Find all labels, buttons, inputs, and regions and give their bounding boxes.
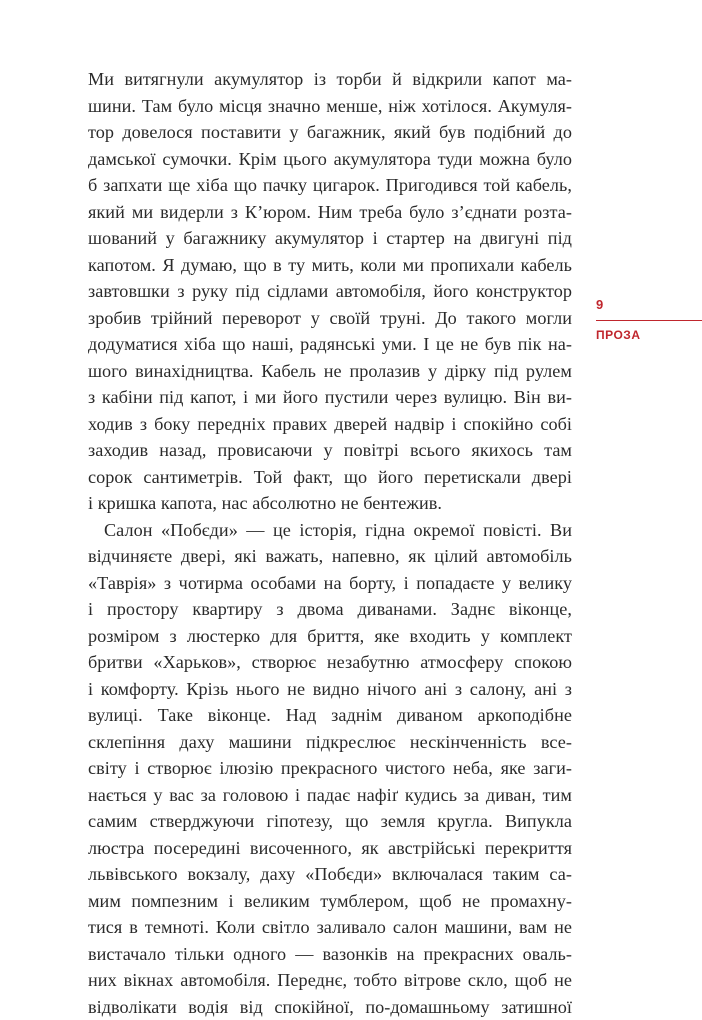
text-line: і простору квартиру з двома диванами. Заднє віконце, [88,596,572,623]
text-line: ходив з боку передніх правих дверей надвір і спокійно собі [88,411,572,438]
text-line: мим помпезним і великим тумблером, щоб не промахну- [88,888,572,915]
section-marker [596,296,702,342]
text-line: розміром з люстерко для бриття, яке входить у комплект [88,623,572,650]
text-line: них вікнах автомобіля. Переднє, тобто вітрове скло, щоб не [88,967,572,994]
text-line: відчиняєте двері, які важать, напевно, як цілий автомобіль [88,543,572,570]
text-line: заходив назад, провисаючи у повітрі всього якихось там [88,437,572,464]
text-line: «Таврія» з чотирма особами на борту, і попадаєте у велику [88,570,572,597]
body-text [88,66,572,1020]
text-line: додуматися хіба що наші, радянські уми. І це не був пік на- [88,331,572,358]
text-line: вулиці. Таке віконце. Над заднім диваном аркоподібне [88,702,572,729]
text-line: який ми видерли з К’юром. Ним треба було з’єднати розта- [88,199,572,226]
text-line: вистачало тільки одного — вазонків на прекрасних оваль- [88,941,572,968]
text-line: львівського вокзалу, даху «Побєди» включалася таким са- [88,861,572,888]
text-line: тися в темноті. Коли світло заливало салон машини, вам не [88,914,572,941]
text-line: тор довелося поставити у багажник, який був подібний до [88,119,572,146]
text-line: сорок сантиметрів. Той факт, що його перетискали двері [88,464,572,491]
text-line: самим стверджуючи гіпотезу, що земля кругла. Випукла [88,808,572,835]
text-line: світу і створює ілюзію прекрасного чистого неба, яке заги- [88,755,572,782]
text-line: дамської сумочки. Крім цього акумулятора туди можна було [88,146,572,173]
page-number: 9 [596,296,702,314]
text-line: і комфорту. Крізь нього не видно нічого ані з салону, ані з [88,676,572,703]
text-line: б запхати ще хіба що пачку цигарок. Пригодився той кабель, [88,172,572,199]
text-line: капотом. Я думаю, що в ту мить, коли ми пропихали кабель [88,252,572,279]
text-line: шого винахідництва. Кабель не пролазив у дірку під рулем [88,358,572,385]
text-line: і кришка капота, нас абсолютно не бентежив. [88,490,572,517]
text-line: шини. Там було місця значно менше, ніж хотілося. Акумуля- [88,93,572,120]
section-title: ПРОЗА [596,328,702,342]
text-line: бритви «Харьков», створює незабутню атмосферу спокою [88,649,572,676]
text-line: зробив трійний переворот у своїй труні. До такого могли [88,305,572,332]
text-line: склепіння даху машини підкреслює нескінченність все- [88,729,572,756]
text-line: Ми витягнули акумулятор із торби й відкрили капот ма- [88,66,572,93]
paragraph-start-line: Салон «Побєди» — це історія, гідна окремої повісті. Ви [88,517,572,544]
text-line: завтовшки з руку під сідлами автомобіля, його конструктор [88,278,572,305]
text-line: відволікати водія від спокійної, по-домашньому затишної [88,994,572,1020]
section-divider [596,320,702,321]
text-line: шований у багажнику акумулятор і стартер на двигуні під [88,225,572,252]
text-line: люстра посередині височенного, як австрійські перекриття [88,835,572,862]
text-line: з кабіни під капот, і ми його пустили через вулицю. Він ви- [88,384,572,411]
text-line: нається у вас за головою і падає нафіґ кудись за диван, тим [88,782,572,809]
